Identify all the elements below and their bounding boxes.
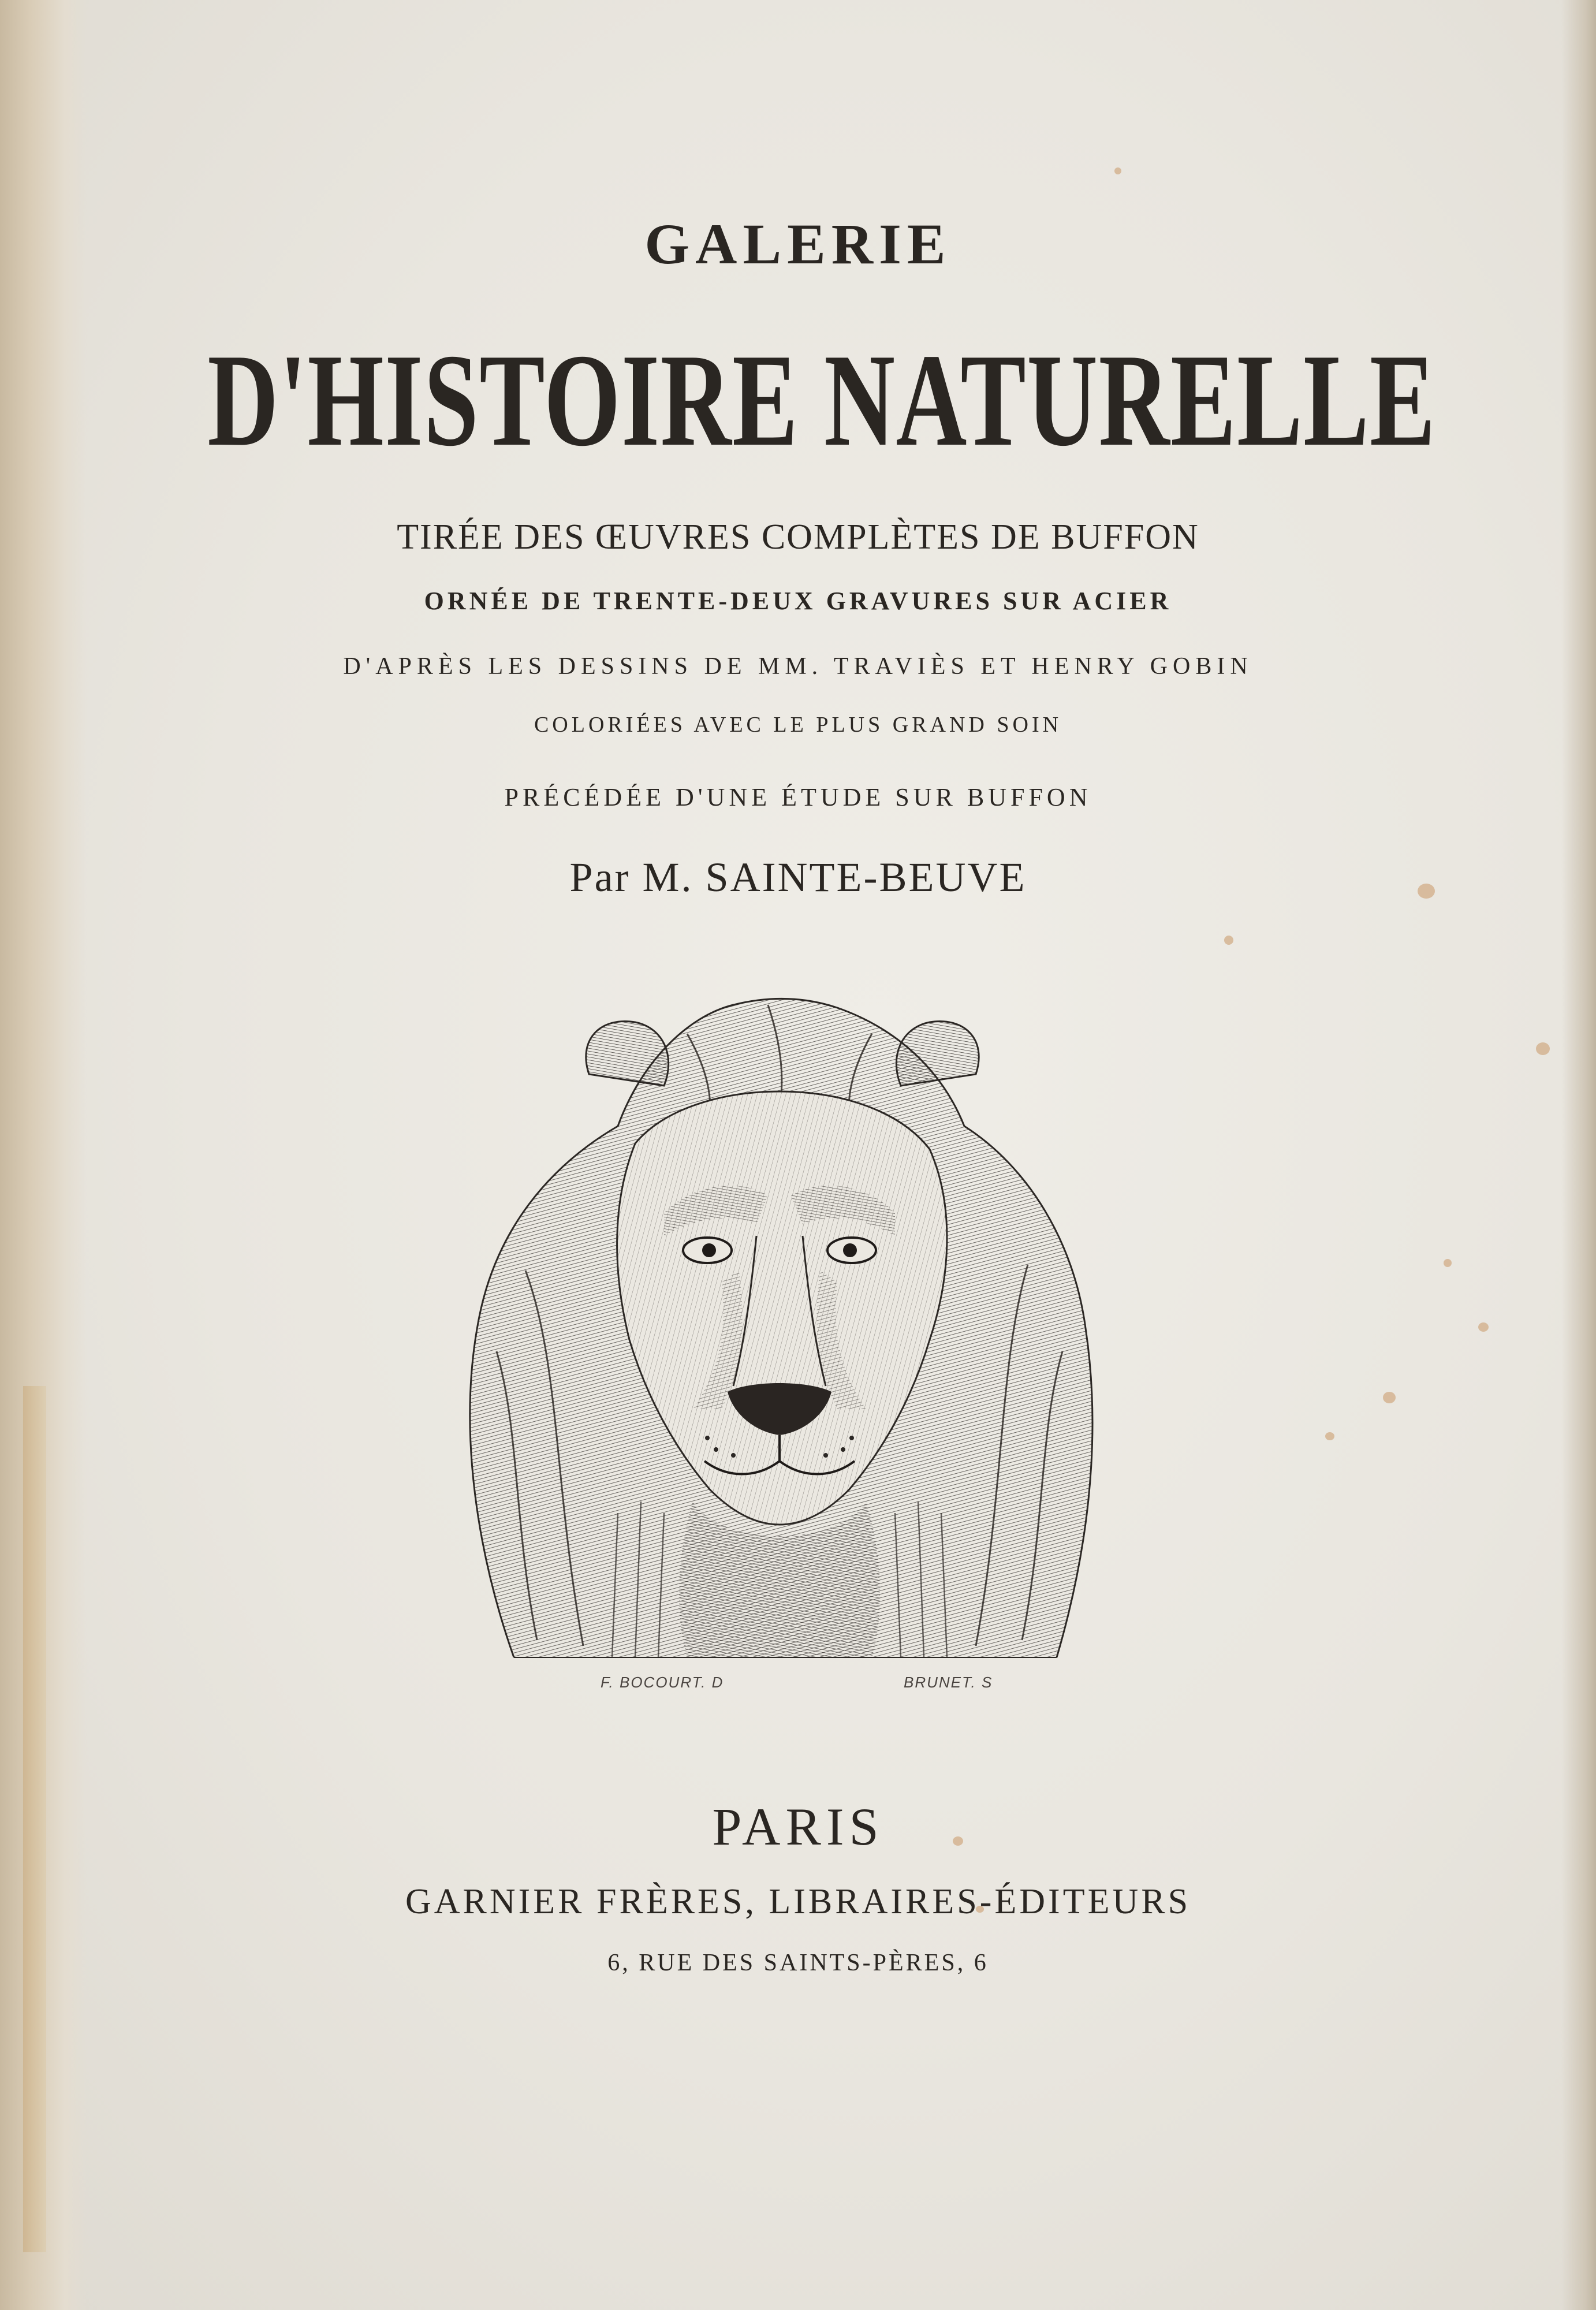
foxing-spot bbox=[1536, 1042, 1550, 1055]
imprint-city: PARIS bbox=[712, 1797, 884, 1856]
foxing-spot bbox=[1478, 1322, 1489, 1332]
author-line: Par M. SAINTE-BEUVE bbox=[569, 854, 1027, 900]
title-line-1: GALERIE bbox=[644, 212, 952, 276]
coloring-note: COLORIÉES AVEC LE PLUS GRAND SOIN bbox=[534, 713, 1062, 737]
foxing-spot bbox=[1444, 1259, 1452, 1267]
foxing-spot bbox=[1325, 1432, 1334, 1440]
preface-note: PRÉCÉDÉE D'UNE ÉTUDE SUR BUFFON bbox=[504, 783, 1092, 811]
imprint-publisher: GARNIER FRÈRES, LIBRAIRES-ÉDITEURS bbox=[405, 1882, 1191, 1921]
lion-head-engraving bbox=[445, 993, 1126, 1692]
title-line-2: D'HISTOIRE NATURELLE bbox=[207, 326, 1437, 474]
foxing-spot bbox=[1383, 1392, 1396, 1403]
subtitle: TIRÉE DES ŒUVRES COMPLÈTES DE BUFFON bbox=[397, 517, 1199, 557]
imprint-address: 6, RUE DES SAINTS-PÈRES, 6 bbox=[607, 1950, 989, 1976]
foxing-spot bbox=[1114, 167, 1121, 174]
engraver-signature-left: F. BOCOURT. D bbox=[601, 1674, 724, 1691]
drawings-credit: D'APRÈS LES DESSINS DE MM. TRAVIÈS ET HENRY GOBIN bbox=[343, 653, 1253, 680]
engraver-signature-right: BRUNET. S bbox=[904, 1674, 993, 1691]
illustrations-note: ORNÉE DE TRENTE-DEUX GRAVURES SUR ACIER bbox=[424, 587, 1172, 615]
foxing-spot bbox=[1224, 936, 1233, 945]
